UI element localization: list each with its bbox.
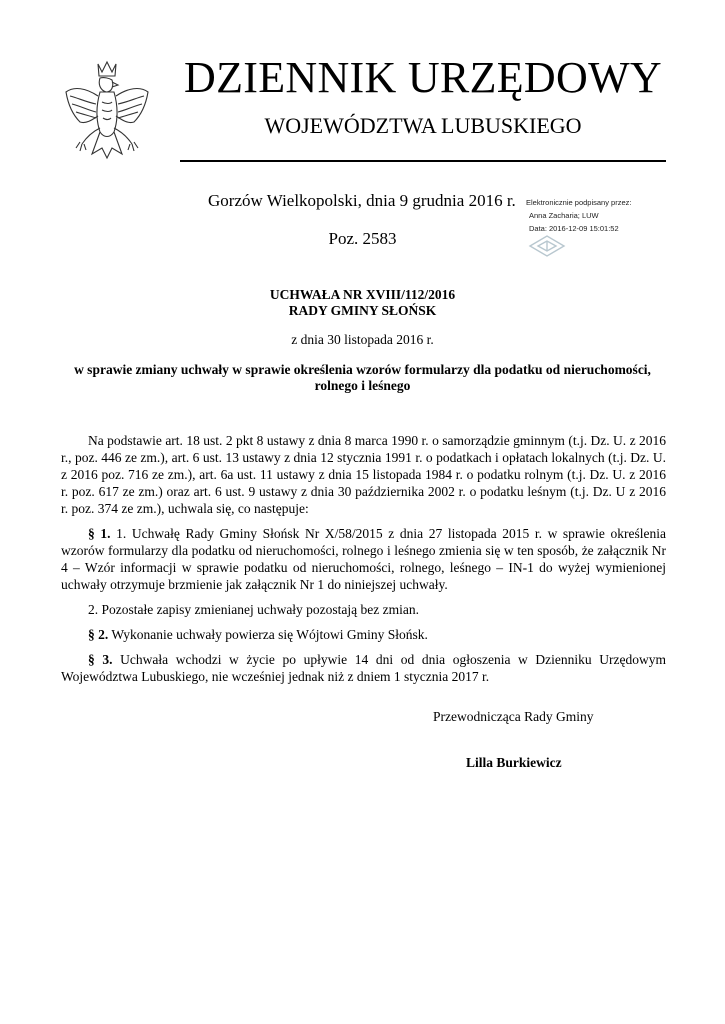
- paragraph-2: [61, 626, 666, 643]
- signatory-role: Przewodnicząca Rady Gminy: [433, 709, 594, 724]
- place-date: Gorzów Wielkopolski, dnia 9 grudnia 2016 r.: [208, 191, 516, 210]
- paragraph-1-label: § 1.: [88, 526, 111, 541]
- paragraph-3: [61, 651, 666, 685]
- paragraph-2-label: § 2.: [88, 627, 109, 642]
- paragraph-1-point-2: 2. Pozostałe zapisy zmienianej uchwały pozostają bez zmian.: [88, 602, 420, 617]
- polish-eagle-emblem: [62, 58, 152, 170]
- position-number: Poz. 2583: [328, 229, 397, 248]
- paragraph-1: [61, 525, 666, 593]
- journal-title: DZIENNIK URZĘDOWY: [184, 53, 662, 102]
- signatory-name: Lilla Burkiewicz: [466, 755, 562, 770]
- digital-signature-logo: [528, 234, 566, 258]
- resolution-date: z dnia 30 listopada 2016 r.: [291, 332, 434, 347]
- resolution-number: UCHWAŁA NR XVIII/112/2016: [269, 287, 456, 302]
- journal-subtitle: WOJEWÓDZTWA LUBUSKIEGO: [264, 113, 582, 138]
- resolution-subject-line1: w sprawie zmiany uchwały w sprawie określenia wzorów formularzy dla podatku od nieruchomości,: [74, 362, 651, 377]
- signature-date: Data: 2016-12-09 15:01:52: [529, 224, 619, 233]
- paragraph-1-text: 1. Uchwałę Rady Gminy Słońsk Nr X/58/2015 z dnia 27 listopada 2015 r. w sprawie określenia wzorów formularzy dla podatku od nieruchomości, rolnego i leśnego zmienia się w ten sposób, że załącznik Nr 4 – Wzór informacji w sprawie podatku od nieruchomości, rolnego, leśnego – IN-1 do wyżej wymienionej uchwały otrzymuje brzmienie jak załącznik Nr 1 do niniejszej uchwały.: [61, 526, 667, 592]
- resolution-subject-line2: rolnego i leśnego: [314, 378, 411, 393]
- preamble: Na podstawie art. 18 ust. 2 pkt 8 ustawy z dnia 8 marca 1990 r. o samorządzie gminnym (t.j. Dz. U. z 2016 r., poz. 446 ze zm.), art. 6 ust. 13 ustawy z dnia 12 stycznia 1991 r. o podatkach i opłatach lokalnych (t.j. Dz. U. z 2016 poz. 716 ze zm.), art. 6a ust. 11 ustawy z dnia 15 listopada 1984 r. o podatku rolnym (t.j. Dz. U. z 2016 r. poz. 617 ze zm.) oraz art. 6 ust. 9 ustawy z dnia 30 października 2002 r. o podatku leśnym (t.j. Dz. U z 2016 r. poz. 374 ze zm.), uchwala się, co następuje:: [61, 433, 666, 516]
- resolution-content: [61, 432, 666, 693]
- signer-name: Anna Zacharia; LUW: [529, 211, 599, 220]
- resolution-body: RADY GMINY SŁOŃSK: [288, 303, 437, 318]
- paragraph-3-text: Uchwała wchodzi w życie po upływie 14 dni od dnia ogłoszenia w Dzienniku Urzędowym Województwa Lubuskiego, nie wcześniej jednak niż z dniem 1 stycznia 2017 r.: [61, 652, 666, 684]
- paragraph-3-label: § 3.: [88, 652, 113, 667]
- header-divider: [180, 160, 666, 162]
- signature-label: Elektronicznie podpisany przez:: [526, 198, 632, 207]
- electronic-signature-block: [526, 196, 636, 235]
- paragraph-2-text: Wykonanie uchwały powierza się Wójtowi Gminy Słońsk.: [108, 627, 428, 642]
